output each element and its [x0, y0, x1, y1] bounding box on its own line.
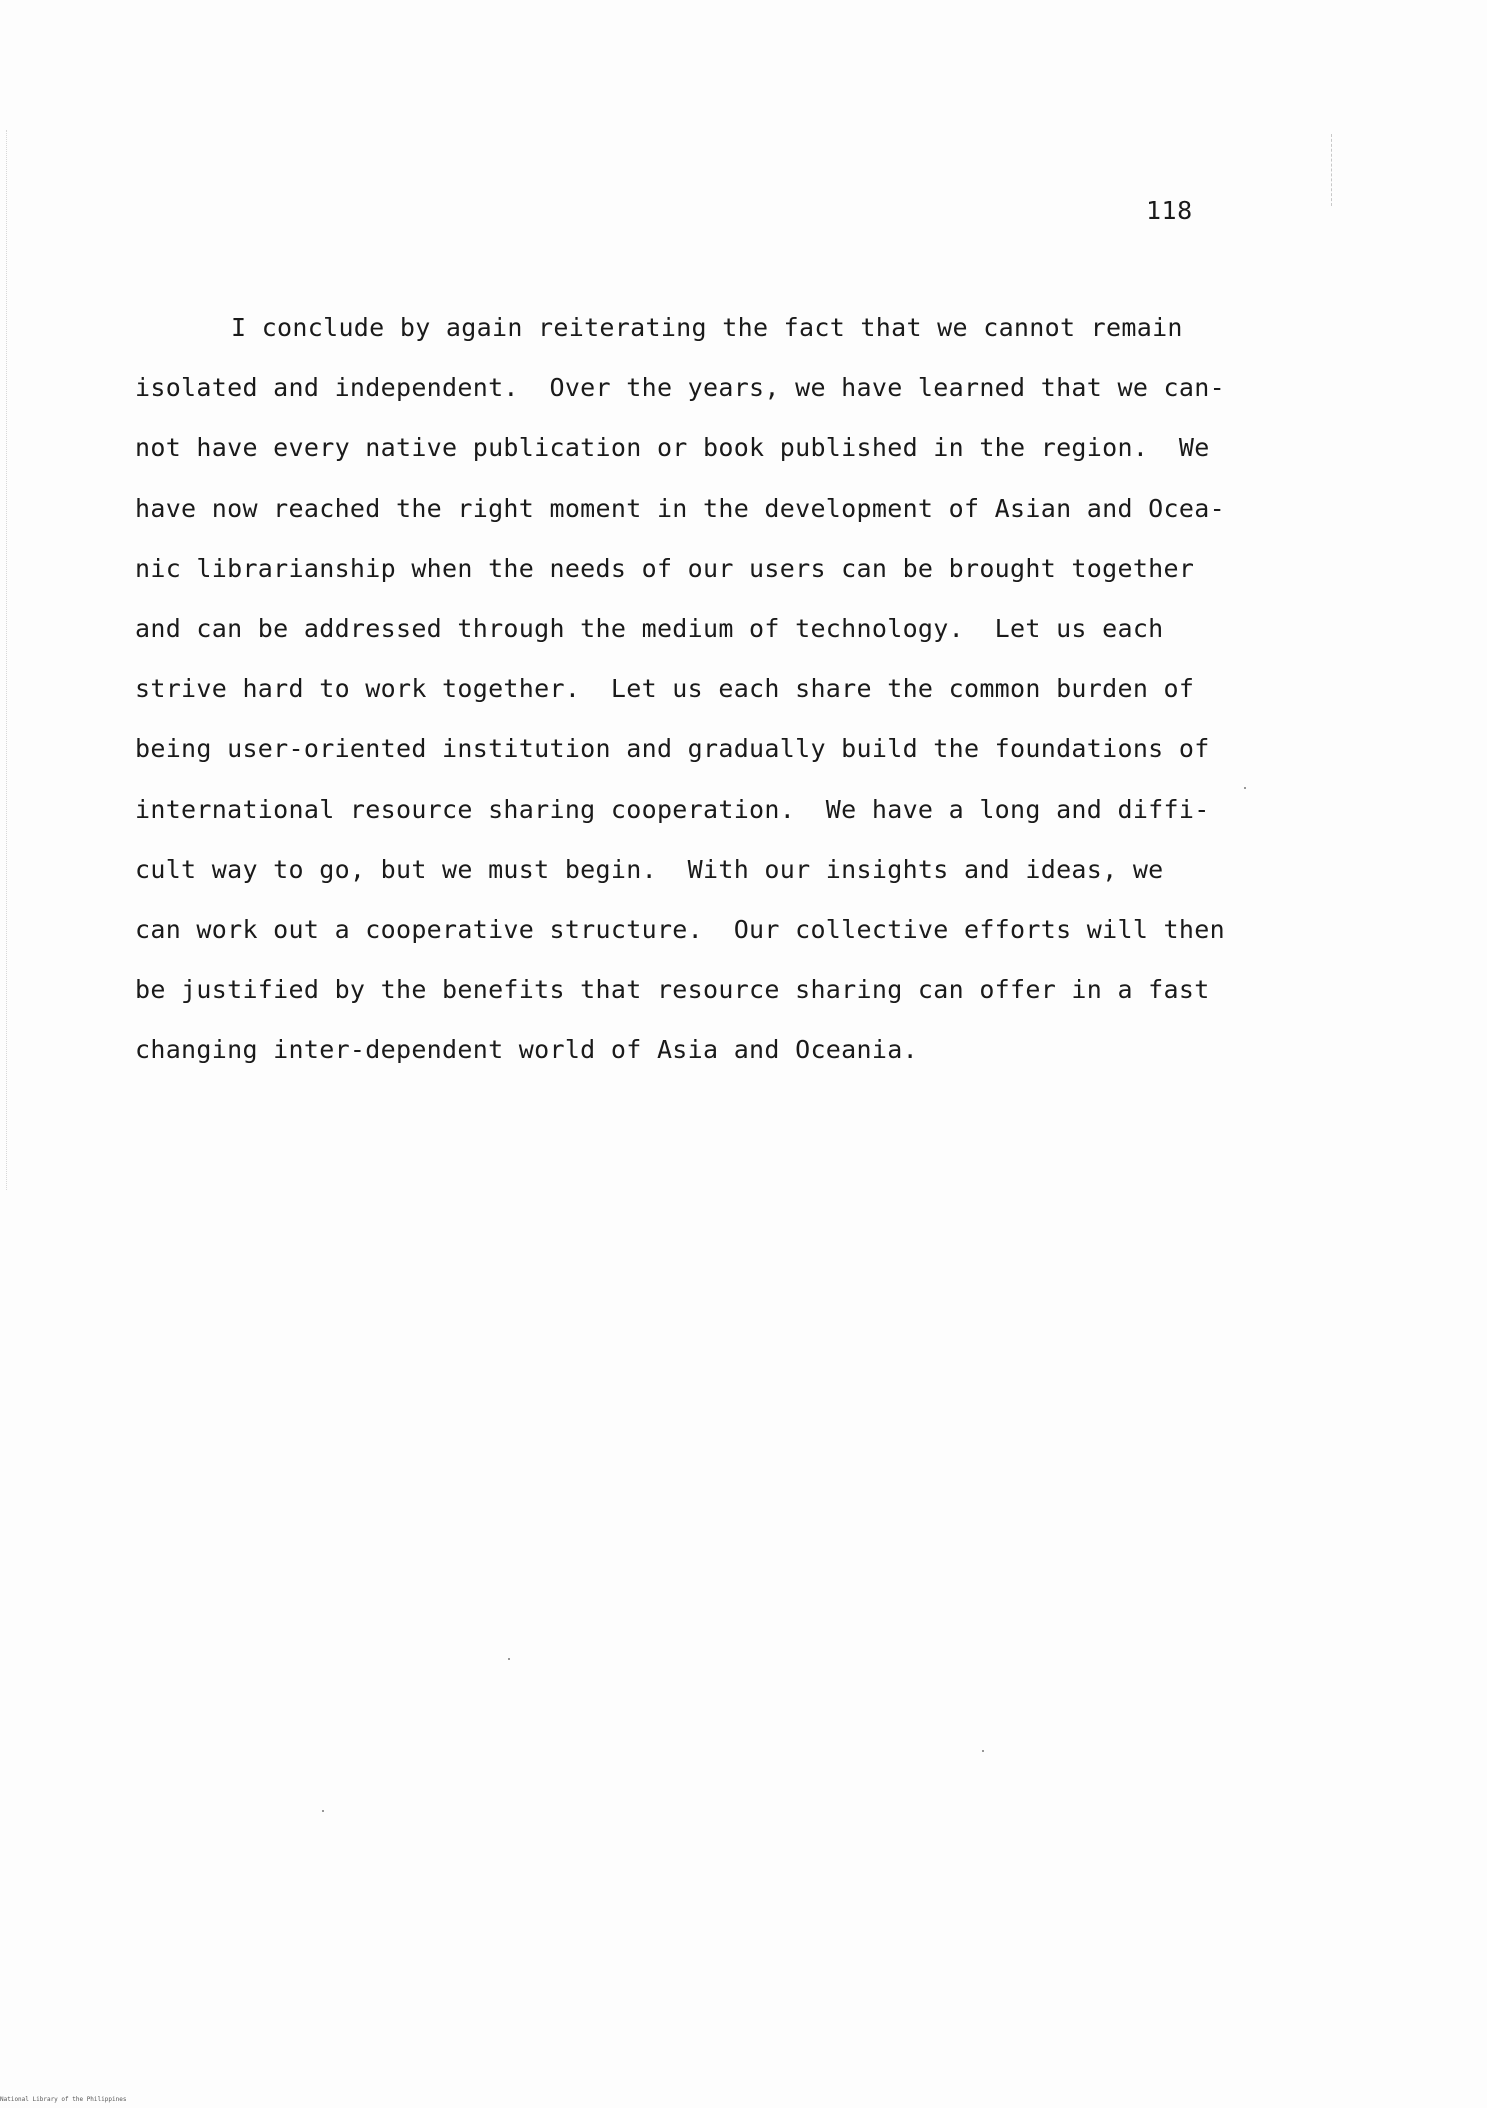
paragraph-line: be justified by the benefits that resource sharing can offer in a fast: [135, 975, 1210, 1005]
paragraph-line: cult way to go, but we must begin. With our insights and ideas, we: [135, 854, 1164, 884]
page-number: 118: [1146, 196, 1193, 225]
paragraph-line: I conclude by again reiterating the fact that we cannot remain: [231, 313, 1183, 342]
scan-speck: [1244, 787, 1246, 789]
paragraph-line: have now reached the right moment in the development of Asian and Ocea-: [135, 493, 1225, 523]
paragraph-line: international resource sharing cooperation. We have a long and diffi-: [135, 794, 1210, 824]
body-paragraph: [135, 298, 1225, 1080]
paragraph-line: changing inter-dependent world of Asia and Oceania.: [135, 1035, 918, 1065]
scan-speck: [322, 1810, 324, 1812]
scan-edge-artifact: [6, 130, 11, 1190]
paragraph-line: can work out a cooperative structure. Our collective efforts will then: [135, 914, 1225, 944]
scan-margin-artifact: [1331, 134, 1333, 206]
scan-speck: [508, 1658, 510, 1660]
paragraph-line: nic librarianship when the needs of our users can be brought together: [135, 553, 1195, 583]
footer-caption: National Library of the Philippines: [0, 2096, 127, 2103]
paragraph-line: isolated and independent. Over the years, we have learned that we can-: [135, 373, 1225, 403]
paragraph-line: strive hard to work together. Let us each share the common burden of: [135, 674, 1195, 704]
paragraph-line: not have every native publication or book published in the region. We: [135, 433, 1210, 463]
paragraph-line: and can be addressed through the medium of technology. Let us each: [135, 613, 1164, 643]
scan-speck: [982, 1750, 984, 1752]
paragraph-line: being user-oriented institution and gradually build the foundations of: [135, 734, 1210, 764]
